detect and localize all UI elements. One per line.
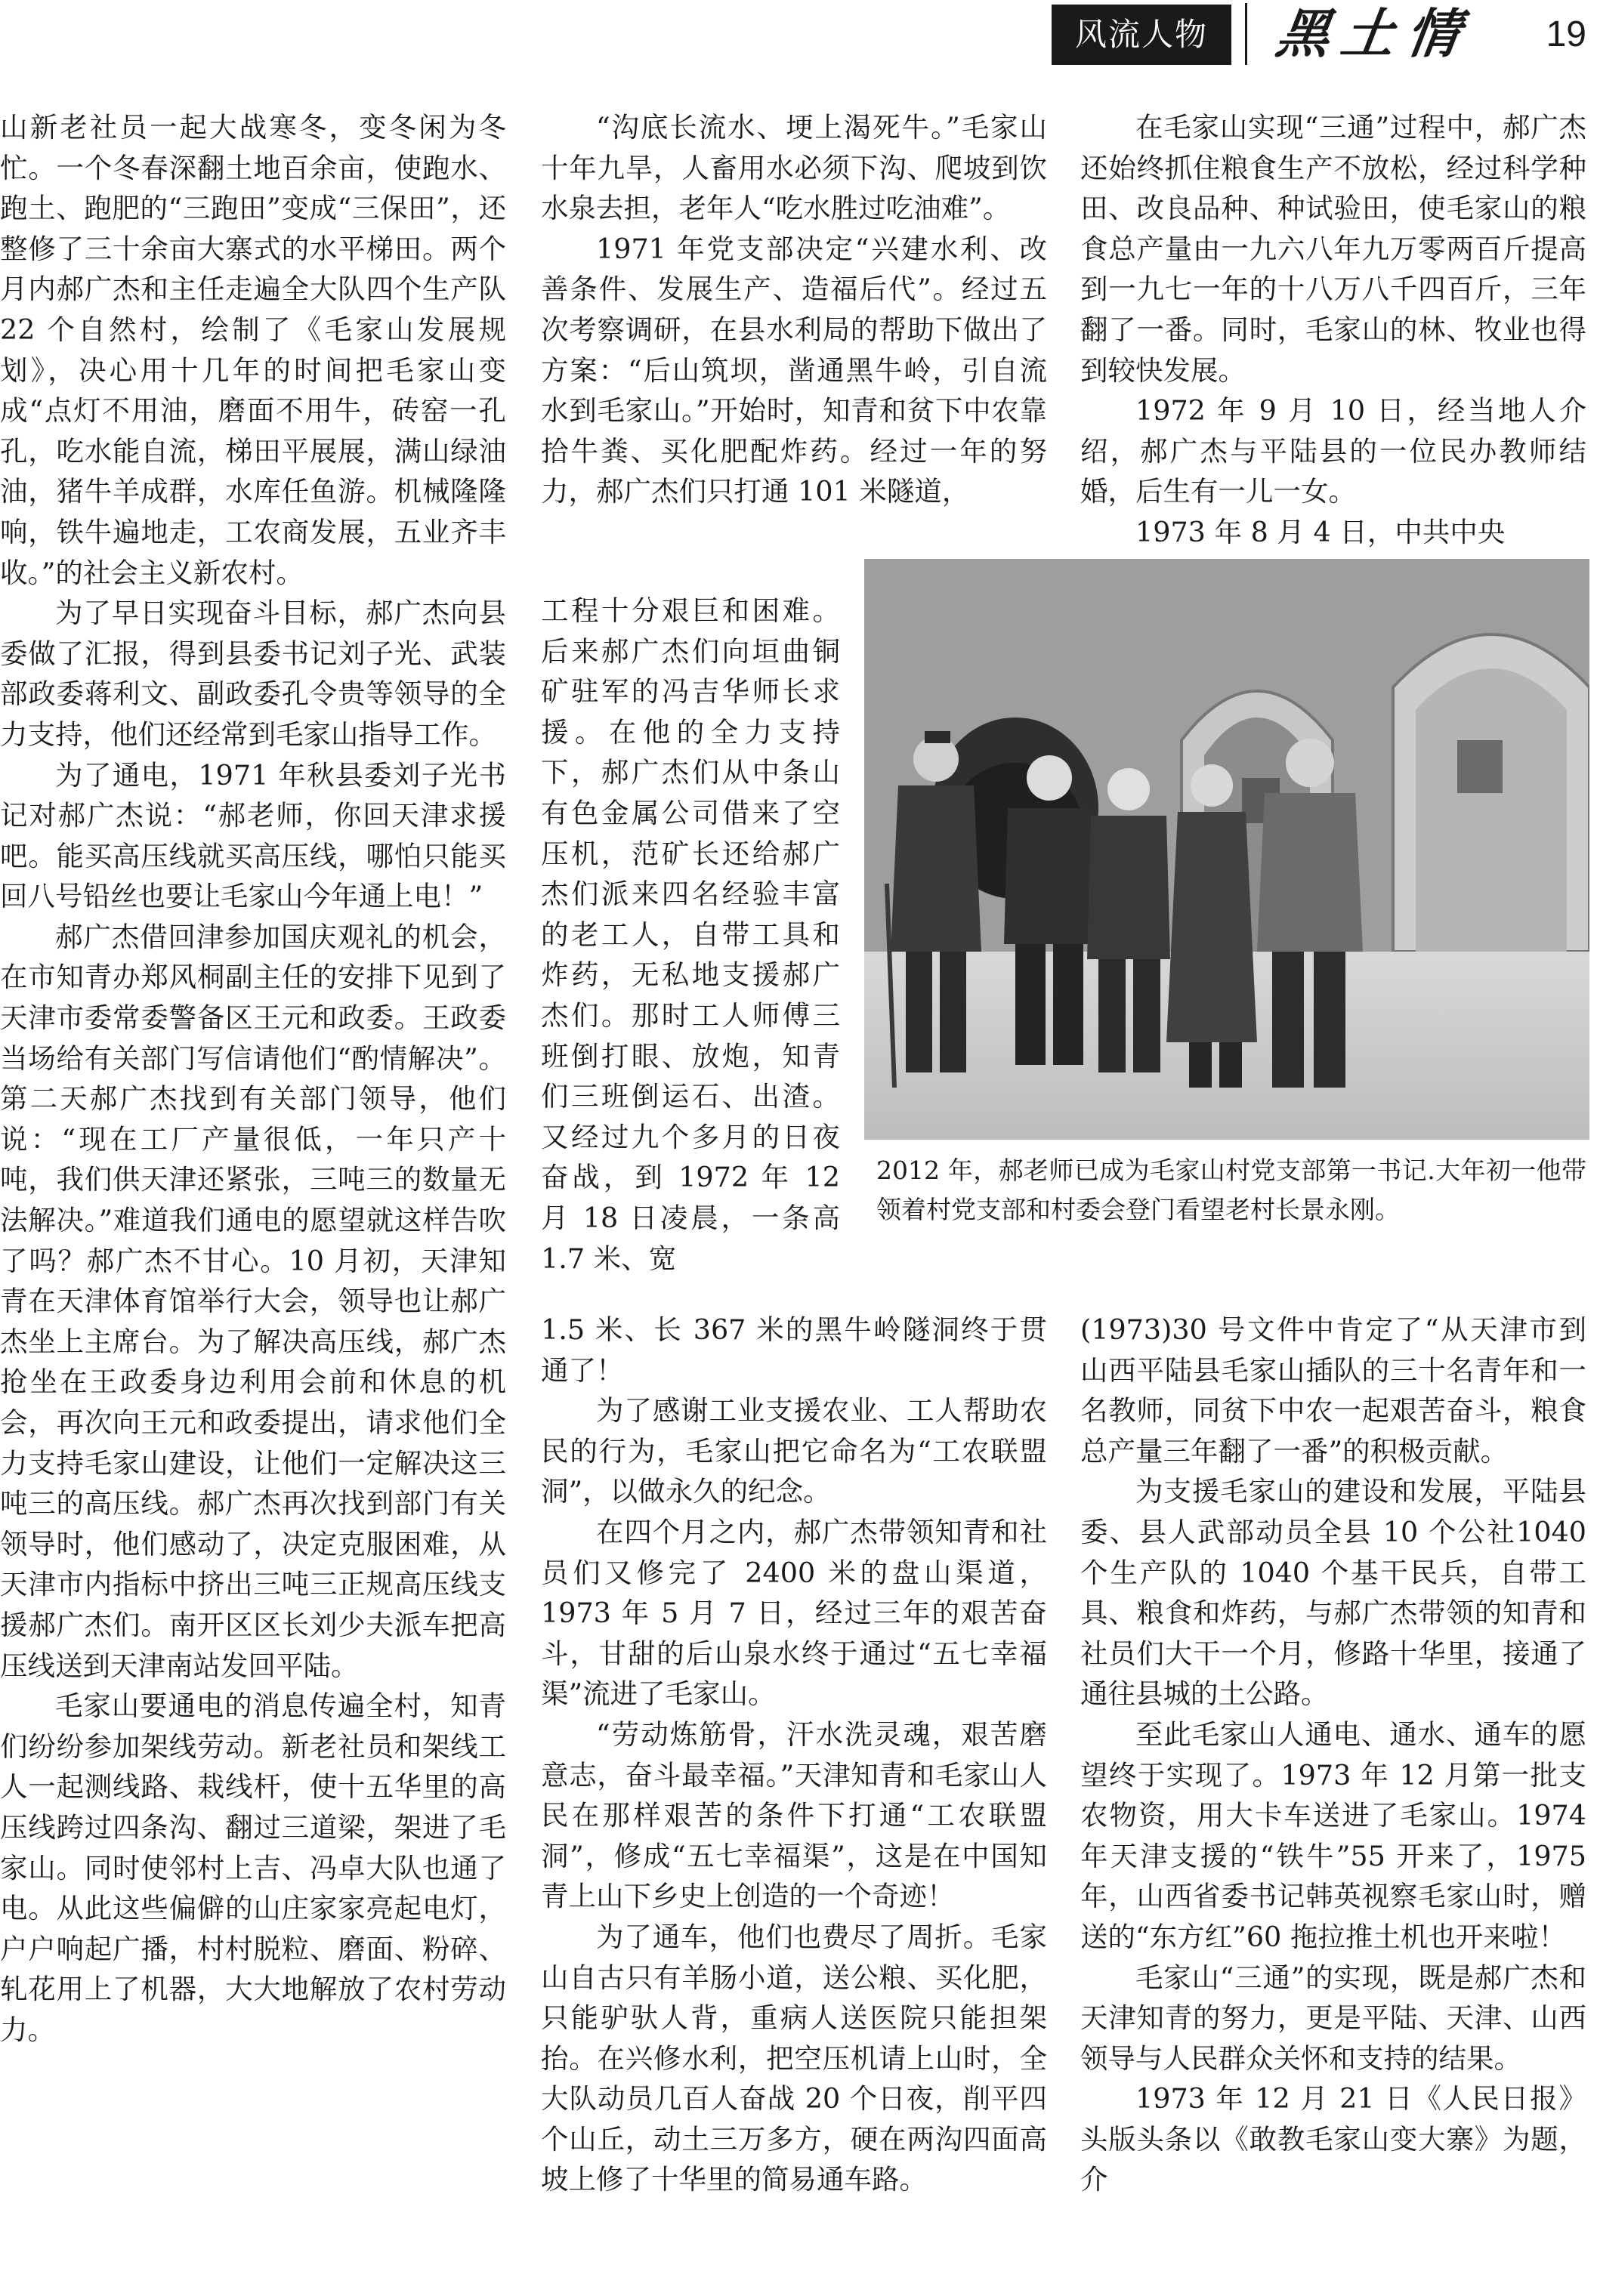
paragraph: “沟底长流水、埂上渴死牛。”毛家山十年九旱，人畜用水必须下沟、爬坡到饮水泉去担，老年人“吃水胜过吃油难”。 (541, 111, 1047, 225)
paragraph: 1971 年党支部决定“兴建水利、改善条件、发展生产、造福后代”。经过五次考察调研，在县水利局的帮助下做出了方案：“后山筑坝，凿通黑牛岭，引自流水到毛家山。”开始时，知青和贫下中农靠拾牛粪、买化肥配炸药。经过一年的努力，郝广杰们只打通 101 米隧道， (541, 232, 1047, 508)
paragraph: 为了感谢工业支援农业、工人帮助农民的行为，毛家山把它命名为“工农联盟洞”，以做永久的纪念。 (541, 1394, 1047, 1508)
paragraph: 为支援毛家山的建设和发展，平陆县委、县人武部动员全县 10 个公社1040 个生产队的 1040 个基干民兵，自带工具、粮食和炸药，与郝广杰带领的知青和社员们大干一个月，修路十华里，接通了通往县城的土公路。 (1080, 1475, 1586, 1711)
paragraph: 毛家山要通电的消息传遍全村，知青们纷纷参加架线劳动。新老社员和架线工人一起测线路、栽线杆，使十五华里的高压线跨过四条沟、翻过三道梁，架进了毛家山。同时使邻村上吉、冯卓大队也通了电。从此这些偏僻的山庄家家亮起电灯，户户响起广播，村村脱粒、磨面、粉碎、轧花用上了机器，大大地解放了农村劳动力。 (0, 1690, 506, 2046)
column-a (0, 107, 506, 2051)
header-divider (1245, 3, 1247, 65)
paragraph: 为了通电，1971 年秋县委刘子光书记对郝广杰说：“郝老师，你回天津求援吧。能买高压线就买高压线，哪怕只能买回八号铅丝也要让毛家山今年通上电！” (0, 758, 506, 913)
paragraph: (1973)30 号文件中肯定了“从天津市到山西平陆县毛家山插队的三十名青年和一名教师，同贫下中农一起艰苦奋斗，粮食总产量三年翻了一番”的积极贡献。 (1080, 1313, 1586, 1467)
column-b-bottom (541, 1310, 1047, 2200)
paragraph: 工程十分艰巨和困难。后来郝广杰们向垣曲铜矿驻军的冯吉华师长求援。在他的全力支持下，郝广杰们从中条山有色金属公司借来了空压机，范矿长还给郝广杰们派来四名经验丰富的老工人，自带工具和炸药，无私地支援郝广杰们。那时工人师傅三班倒打眼、放炮，知青们三班倒运石、出渣。又经过九个多月的日夜奋战，到 1972 年 12 月 18 日凌晨，一条高 1.7 米、宽 (541, 594, 840, 1275)
paragraph: 1.5 米、长 367 米的黑牛岭隧洞终于贯通了！ (541, 1313, 1047, 1387)
column-c-top (1080, 107, 1586, 553)
paragraph: 至此毛家山人通电、通水、通车的愿望终于实现了。1973 年 12 月第一批支农物资，用大卡车送进了毛家山。1974 年天津支援的“铁牛”55 开来了，1975 年，山西省委书记韩英视察毛家山时，赠送的“东方红”60 拖拉推土机也开来啦！ (1080, 1717, 1586, 1953)
magazine-title: 黑土情 (1272, 2, 1476, 65)
person-figure (1166, 764, 1257, 1088)
column-c-bottom (1080, 1310, 1586, 2200)
photo-scene (864, 559, 1589, 1140)
paragraph: 在毛家山实现“三通”过程中，郝广杰还始终抓住粮食生产不放松，经过科学种田、改良品种、种试验田，使毛家山的粮食总产量由一九六八年九万零两百斤提高到一九七一年的十八万八千四百斤，三年翻了一番。同时，毛家山的林、牧业也得到较快发展。 (1080, 111, 1586, 387)
column-b-wrap-text (541, 591, 840, 1279)
photo-caption: 2012 年，郝老师已成为毛家山村党支部第一书记.大年初一他带领着村党支部和村委会登门看望老村长景永刚。 (876, 1156, 1586, 1224)
page-number: 19 (1546, 14, 1586, 54)
news-photo (864, 559, 1589, 1140)
paragraph: 在四个月之内，郝广杰带领知青和社员们又修完了 2400 米的盘山渠道，1973 年 5 月 7 日，经过三年的艰苦奋斗，甘甜的后山泉水终于通过“五七幸福渠”流进了毛家山。 (541, 1515, 1047, 1711)
paragraph: 1972 年 9 月 10 日，经当地人介绍，郝广杰与平陆县的一位民办教师结婚，后生有一儿一女。 (1080, 394, 1586, 508)
page-header (0, 0, 1597, 91)
paragraph: 1973 年 12 月 21 日《人民日报》头版头条以《敢教毛家山变大寨》为题，介 (1080, 2082, 1586, 2196)
paragraph: 1973 年 8 月 4 日，中共中央 (1135, 515, 1506, 548)
paragraph: 毛家山“三通”的实现，既是郝广杰和天津知青的努力，更是平陆、天津、山西领导与人民群众关怀和支持的结果。 (1080, 1961, 1586, 2075)
paragraph: 山新老社员一起大战寒冬，变冬闲为冬忙。一个冬春深翻土地百余亩，使跑水、跑土、跑肥的“三跑田”变成“三保田”，还整修了三十余亩大寨式的水平梯田。两个月内郝广杰和主任走遍全大队四个生产队 22 个自然村，绘制了《毛家山发展规划》，决心用十几年的时间把毛家山变成“点灯不用油，磨面不用牛，砖窑一孔孔，吃水能自流，梯田平展展，满山绿油油，猪牛羊成群，水库任鱼游。机械隆隆响，铁牛遍地走，工农商发展，五业齐丰收。”的社会主义新农村。 (0, 111, 506, 589)
paragraph: 为了早日实现奋斗目标，郝广杰向县委做了汇报，得到县委书记刘子光、武装部政委蒋利文、副政委孔令贵等领导的全力支持，他们还经常到毛家山指导工作。 (0, 597, 506, 751)
paragraph: 为了通车，他们也费尽了周折。毛家山自古只有羊肠小道，送公粮、买化肥，只能驴驮人背，重病人送医院只能担架抬。在兴修水利，把空压机请上山时，全大队动员几百人奋战 20 个日夜，削平四个山丘，动土三万多方，硬在两沟四面高坡上修了十华里的简易通车路。 (541, 1920, 1047, 2196)
column-b-top (541, 107, 1047, 512)
section-tag: 风流人物 (1052, 5, 1231, 65)
paragraph: 郝广杰借回津参加国庆观礼的机会，在市知青办郑风桐副主任的安排下见到了天津市委常委警备区王元和政委。王政委当场给有关部门写信请他们“酌情解决”。第二天郝广杰找到有关部门领导，他们说：“现在工厂产量很低，一年只产十吨，我们供天津还紧张，三吨三的数量无法解决。”难道我们通电的愿望就这样告吹了吗？郝广杰不甘心。10 月初，天津知青在天津体育馆举行大会，领导也让郝广杰坐上主席台。为了解决高压线，郝广杰抢坐在王政委身边利用会前和休息的机会，再次向王元和政委提出，请求他们全力支持毛家山建设，让他们一定解决这三吨三的高压线。郝广杰再次找到部门有关领导时，他们感动了，决定克服困难，从天津市内指标中挤出三吨三正规高压线支援郝广杰们。南开区区长刘少夫派车把高压线送到天津南站发回平陆。 (0, 920, 506, 1682)
paragraph: “劳动炼筋骨，汗水洗灵魂，艰苦磨意志，奋斗最幸福。”天津知青和毛家山人民在那样艰苦的条件下打通“工农联盟洞”，修成“五七幸福渠”，这是在中国知青上山下乡史上创造的一个奇迹！ (541, 1717, 1047, 1913)
